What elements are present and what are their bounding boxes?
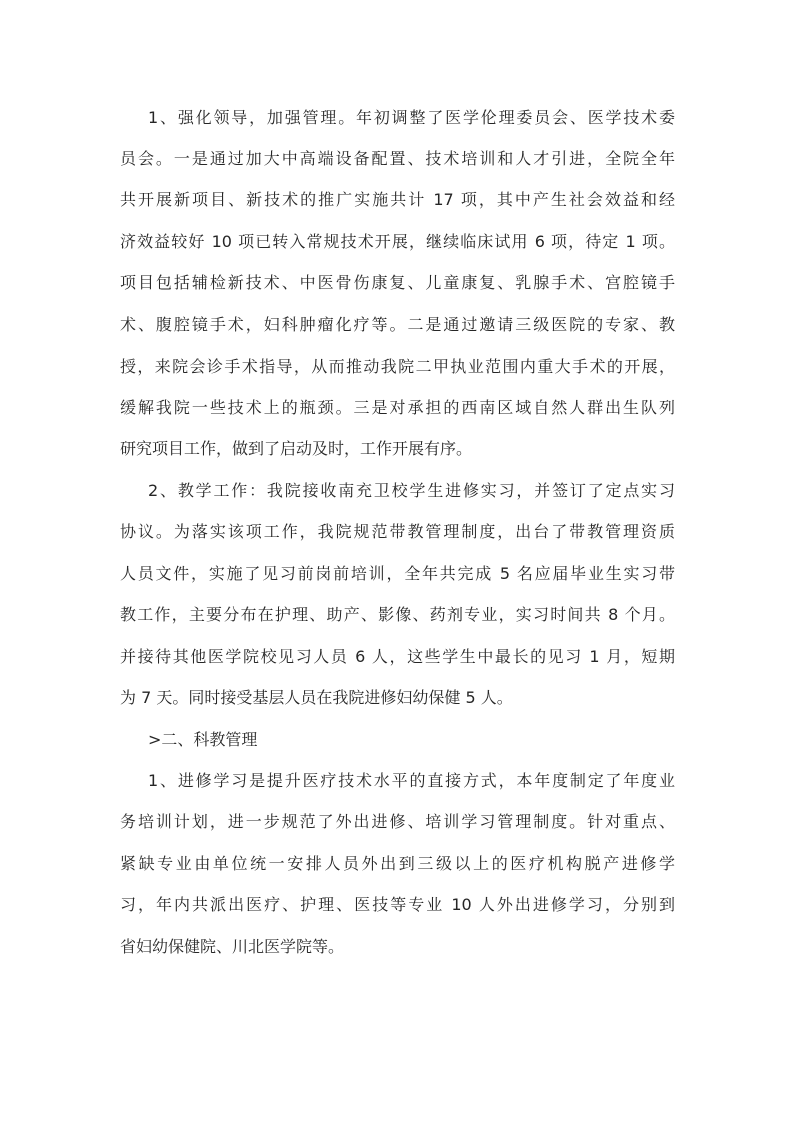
paragraph-line: 省妇幼保健院、川北医学院等。 <box>120 937 345 956</box>
paragraph-line: 务培训计划，进一步规范了外出进修、培训学习管理制度。针对重点、 <box>120 812 675 831</box>
paragraph-line: 协议。为落实该项工作，我院规范带教管理制度，出台了带教管理资质 <box>120 522 675 541</box>
paragraph-line: 紧缺专业由单位统一安排人员外出到三级以上的医疗机构脱产进修学 <box>120 854 675 873</box>
paragraph-line: 并接待其他医学院校见习人员 6 人，这些学生中最长的见习 1 月，短期 <box>120 647 675 666</box>
paragraph-line: 1、进修学习是提升医疗技术水平的直接方式，本年度制定了年度业 <box>148 771 675 790</box>
paragraph-line: 1、强化领导，加强管理。年初调整了医学伦理委员会、医学技术委 <box>148 108 675 127</box>
paragraph-line: 员会。一是通过加大中高端设备配置、技术培训和人才引进，全院全年 <box>120 149 675 168</box>
paragraph-line: 共开展新项目、新技术的推广实施共计 17 项，其中产生社会效益和经 <box>120 190 675 209</box>
paragraph-line: 项目包括辅检新技术、中医骨伤康复、儿童康复、乳腺手术、宫腔镜手 <box>120 273 675 292</box>
paragraph-line: 人员文件，实施了见习前岗前培训，全年共完成 5 名应届毕业生实习带 <box>120 564 675 583</box>
paragraph-line: 研究项目工作，做到了启动及时，工作开展有序。 <box>120 439 473 458</box>
paragraph-line: 习，年内共派出医疗、护理、医技等专业 10 人外出进修学习，分别到 <box>120 895 675 914</box>
paragraph-line: 授，来院会诊手术指导，从而推动我院二甲执业范围内重大手术的开展， <box>120 357 675 376</box>
paragraph-line: 为 7 天。同时接受基层人员在我院进修妇幼保健 5 人。 <box>120 688 513 707</box>
paragraph-line: 济效益较好 10 项已转入常规技术开展，继续临床试用 6 项，待定 1 项。 <box>120 232 675 251</box>
paragraph-line: 缓解我院一些技术上的瓶颈。三是对承担的西南区域自然人群出生队列 <box>120 398 675 417</box>
paragraph-line: 术、腹腔镜手术，妇科肿瘤化疗等。二是通过邀请三级医院的专家、教 <box>120 315 675 334</box>
paragraph-line: 2、教学工作：我院接收南充卫校学生进修实习，并签订了定点实习 <box>148 481 675 500</box>
paragraph-line: 教工作，主要分布在护理、助产、影像、药剂专业，实习时间共 8 个月。 <box>120 605 675 624</box>
heading-line: >二、科教管理 <box>148 730 258 749</box>
